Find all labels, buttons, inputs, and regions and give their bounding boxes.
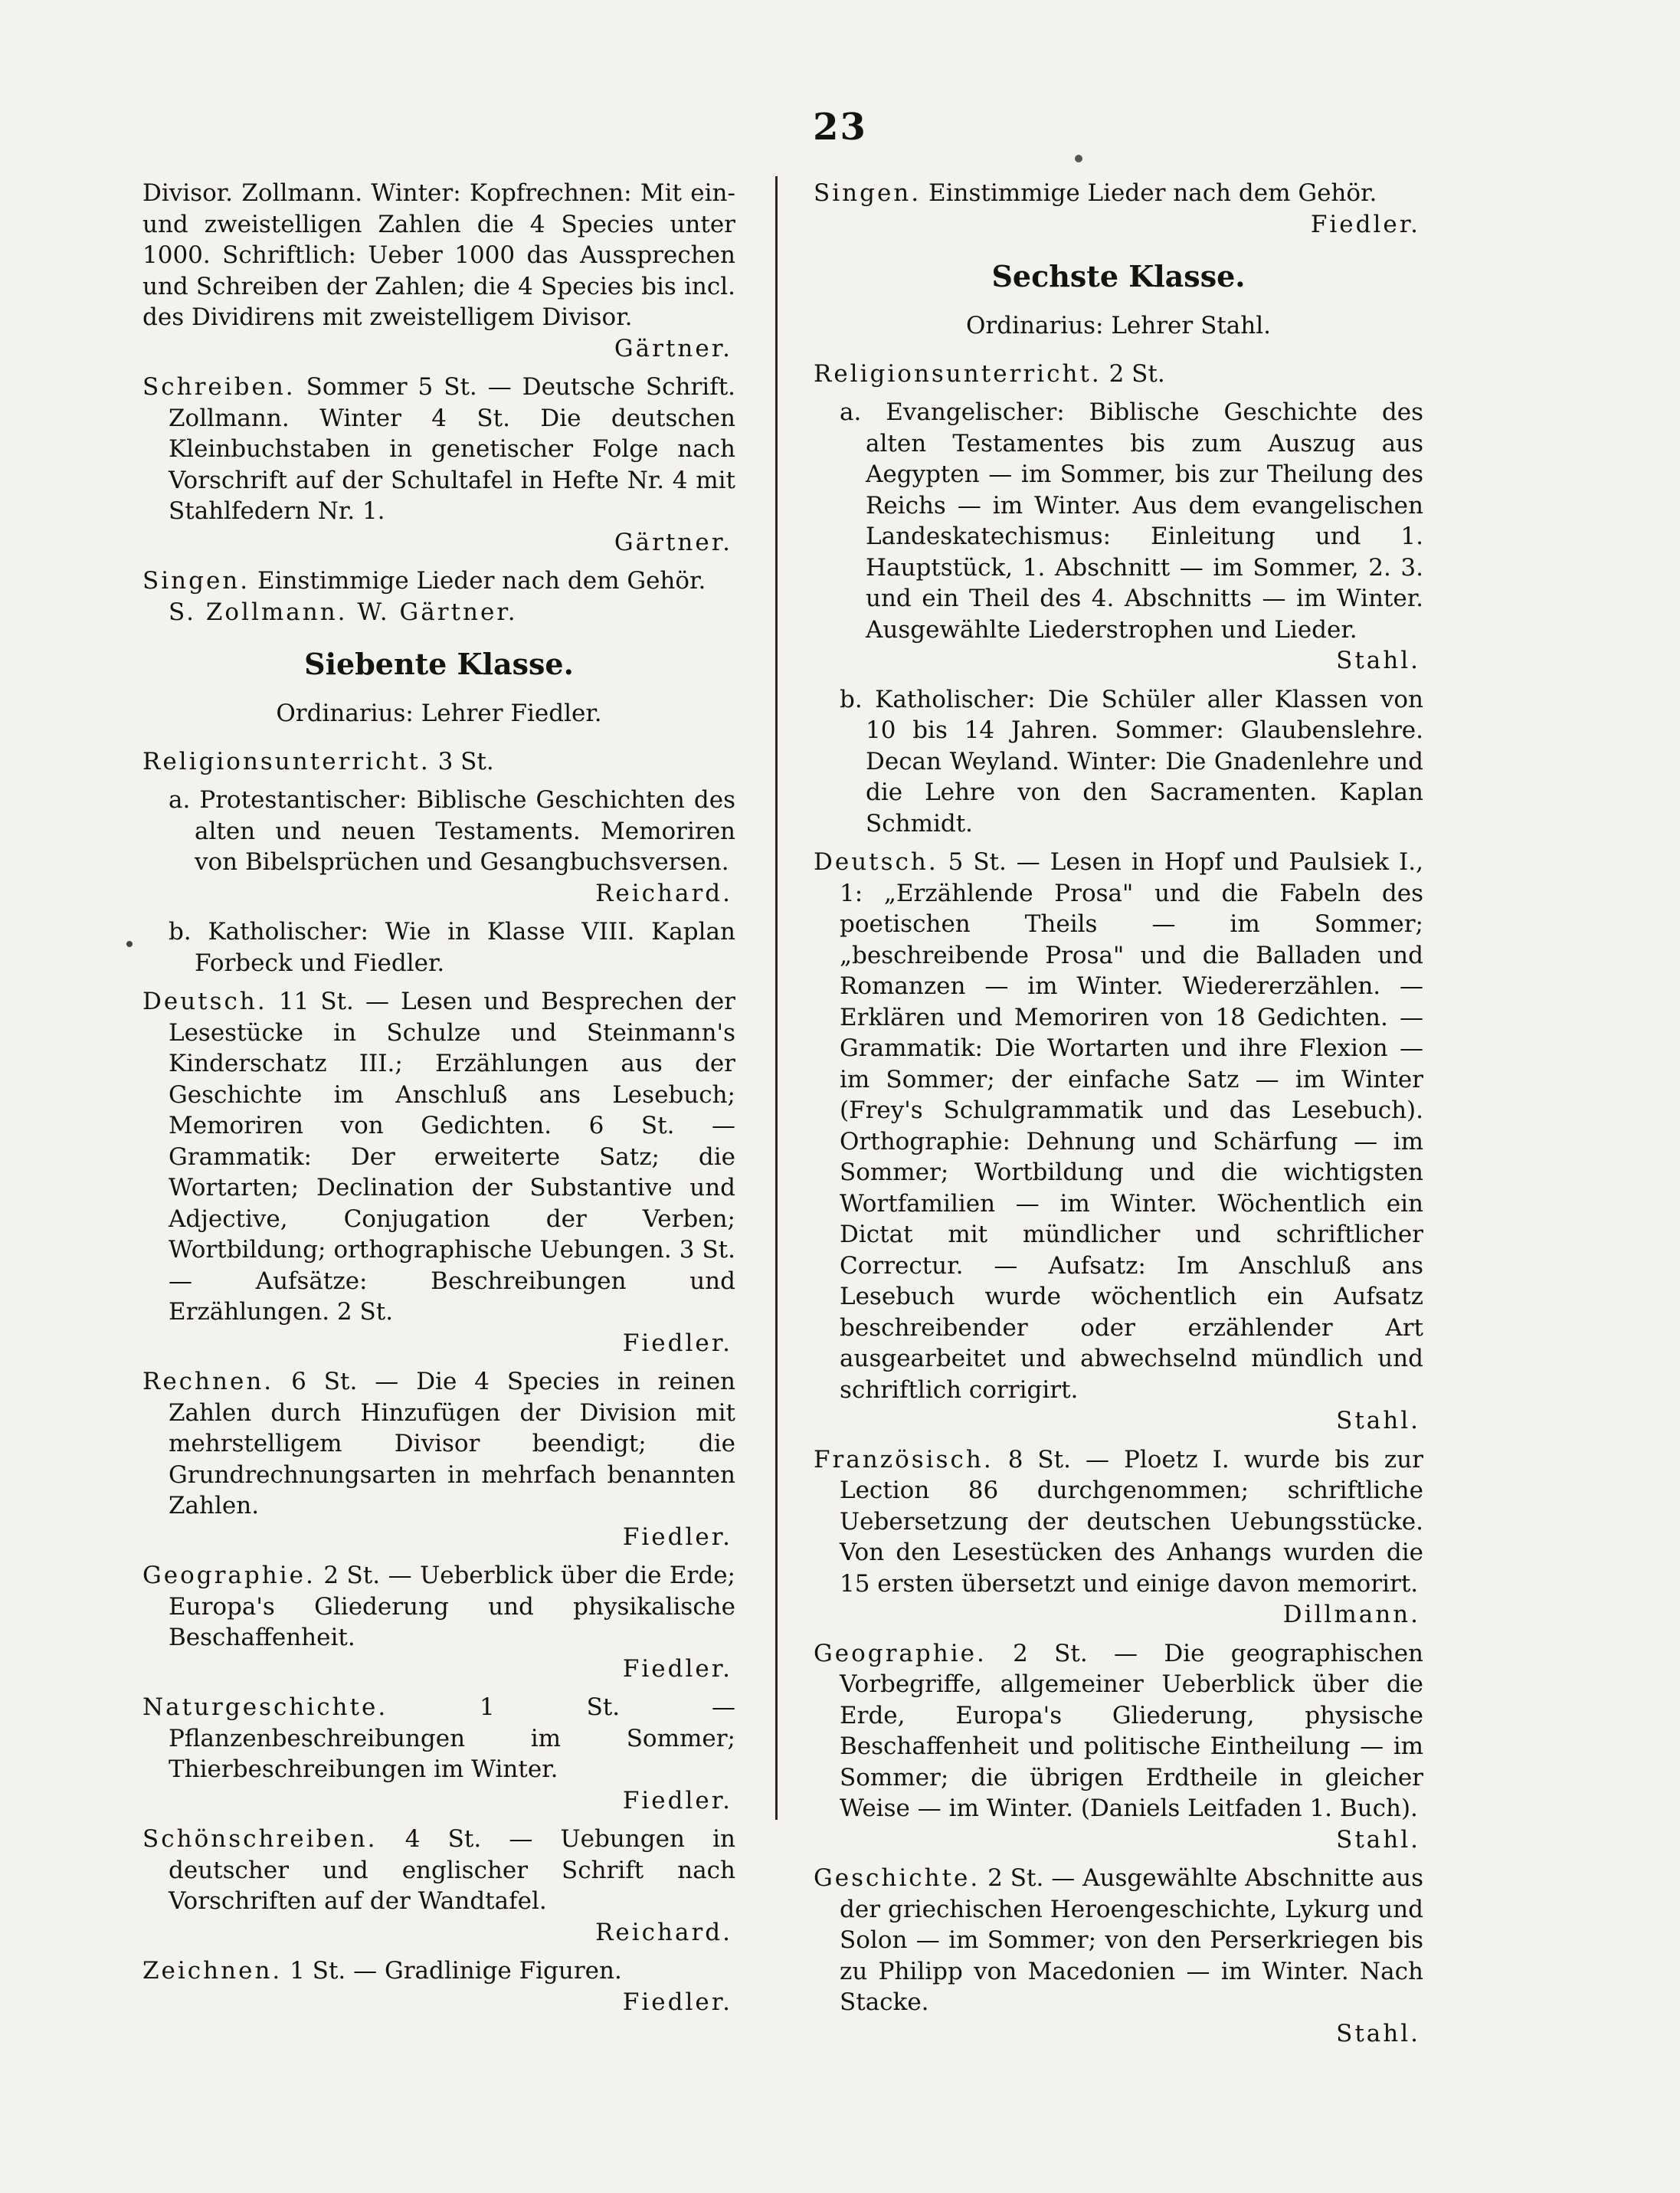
schoenschreiben-term: Schönschreiben. [142, 1825, 378, 1853]
ordinarius-sechste: Ordinarius: Lehrer Stahl. [966, 312, 1271, 339]
singen-term-right: Singen. [814, 179, 922, 207]
singen-entry [142, 565, 735, 628]
zeichnen-entry [142, 1955, 735, 2018]
religion-hours-right: 2 St. [1109, 359, 1165, 388]
rechnen-term: Rechnen. [142, 1368, 274, 1395]
franzoesisch-entry [814, 1444, 1423, 1631]
right-column [814, 178, 1423, 2057]
geschichte-teacher: Stahl. [1336, 2019, 1420, 2047]
rechnen-text: 6 St. — Die 4 Species in reinen Zahlen durch Hinzufügen der Division mit mehrstelligem Divisor beendigt; die Grundrechnungsarten in mehrfach benannten Zahlen. [169, 1368, 736, 1519]
deutsch-teacher-right: Stahl. [1336, 1407, 1420, 1434]
deutsch-term-right: Deutsch. [814, 848, 938, 876]
zeichnen-teacher: Fiedler. [622, 1988, 732, 2016]
deutsch-teacher: Fiedler. [622, 1329, 732, 1357]
column-divider [775, 176, 778, 1820]
zeichnen-term: Zeichnen. [142, 1957, 283, 1985]
geographie-entry-right [814, 1638, 1423, 1856]
religion-a-text-right: a. Evangelischer: Biblische Geschichte des alten Testamentes bis zum Auszug aus Aegypten — im Sommer, bis zur Theilung des Reichs — im Winter. Aus dem evangelischen Landeskatechismus: Einleitung und 1. Hauptstück, 1. Abschnitt — im Sommer, 2. 3. und ein Theil des 4. Abschnitts — im Winter. Ausgewählte Liederstrophen und Lieder. [840, 398, 1423, 644]
deutsch-text-right: 5 St. — Lesen in Hopf und Paulsiek I., 1: „Erzählende Prosa" und die Fabeln des poetischen Theils — im Sommer; „beschreibende Prosa" und die Balladen und Romanzen — im Winter. Wiedererzählen. — Erklären und Memoriren von 18 Gedichten. — Grammatik: Die Wortarten und ihre Flexion — im Sommer; der einfache Satz — im Winter (Frey's Schulgrammatik und das Lesebuch). Orthographie: Dehnung und Schärfung — im Sommer; Wortbildung und die wichtigsten Wortfamilien — im Winter. Wöchentlich ein Dictat mit mündlicher und schriftlicher Correctur. — Aufsatz: Im Anschluß ans Lesebuch wurde wöchentlich ein Aufsatz beschreibender oder erzählender Art ausgearbeitet und abwechselnd mündlich und schriftlich corrigirt. [840, 848, 1423, 1404]
religion-entry [142, 746, 735, 778]
intro-text: Divisor. Zollmann. Winter: Kopfrechnen: Mit ein- und zweistelligen Zahlen die 4 Species unter 1000. Schriftlich: Ueber 1000 das Aussprechen und Schreiben der Zahlen; die 4 Species bis incl. des Dividirens mit zweistelligem Divisor. [142, 179, 735, 331]
schreiben-term: Schreiben. [142, 373, 296, 401]
religion-a-right [814, 397, 1423, 677]
deutsch-text: 11 St. — Lesen und Besprechen der Lesestücke in Schulze und Steinmann's Kinderschatz III.; Erzählungen aus der Geschichte im Anschluß ans Lesebuch; Memoriren von Gedichten. 6 St. — Grammatik: Der erweiterte Satz; die Wortarten; Declination der Substantive und Adjective, Conjugation der Verben; Wortbildung; orthographische Uebungen. 3 St. — Aufsätze: Beschreibungen und Erzählungen. 2 St. [169, 988, 735, 1326]
rechnen-entry [142, 1366, 735, 1552]
class-title-siebente: Siebente Klasse. [304, 647, 574, 681]
religion-a-text: a. Protestantischer: Biblische Geschichten des alten und neuen Testaments. Memoriren von Bibelsprüchen und Gesangbuchsversen. [169, 786, 735, 876]
religion-a-teacher-right: Stahl. [1336, 647, 1420, 674]
schreiben-text: Sommer 5 St. — Deutsche Schrift. Zollmann. Winter 4 St. Die deutschen Kleinbuchstaben in genetischer Folge nach Vorschrift auf der Schultafel in Hefte Nr. 4 mit Stahlfedern Nr. 1. [169, 373, 736, 525]
naturgeschichte-teacher: Fiedler. [622, 1786, 732, 1814]
franzoesisch-term: Französisch. [814, 1445, 994, 1473]
naturgeschichte-term: Naturgeschichte. [142, 1693, 388, 1721]
religion-b-right [814, 684, 1423, 840]
religion-hours: 3 St. [437, 747, 494, 775]
geschichte-entry [814, 1863, 1423, 2049]
naturgeschichte-text: 1 St. — Pflanzenbeschreibungen im Sommer; Thierbeschreibungen im Winter. [169, 1693, 735, 1783]
religion-b-text-right: b. Katholischer: Die Schüler aller Klassen von 10 bis 14 Jahren. Sommer: Glaubenslehre. Decan Weyland. Winter: Die Gnadenlehre und die Lehre von den Sacramenten. Kaplan Schmidt. [840, 685, 1423, 838]
schoenschreiben-text: 4 St. — Uebungen in deutscher und englischer Schrift nach Vorschriften auf der Wandtafel. [169, 1825, 735, 1915]
geographie-entry [142, 1560, 735, 1684]
singen-teacher-right: Fiedler. [1310, 210, 1420, 238]
ordinarius-siebente: Ordinarius: Lehrer Fiedler. [276, 700, 602, 727]
left-column [142, 178, 735, 2025]
singen-text: Einstimmige Lieder nach dem Gehör. [257, 567, 706, 595]
intro-teacher: Gärtner. [614, 334, 732, 362]
page-number: 23 [813, 106, 867, 149]
religion-term-right: Religionsunterricht. [814, 359, 1102, 388]
geographie-text: 2 St. — Ueberblick über die Erde; Europa's Gliederung und physikalische Beschaffenheit. [169, 1562, 736, 1651]
deutsch-term: Deutsch. [142, 988, 267, 1015]
schoenschreiben-entry [142, 1824, 735, 1948]
rechnen-teacher: Fiedler. [622, 1523, 732, 1551]
religion-a-teacher: Reichard. [595, 879, 732, 907]
geographie-text-right: 2 St. — Die geographischen Vorbegriffe, allgemeiner Ueberblick über die Erde, Europa's Gliederung, physische Beschaffenheit und politische Eintheilung — im Sommer; die übrigen Erdtheile in gleicher Weise — im Winter. (Daniels Leitfaden 1. Buch). [840, 1639, 1424, 1822]
religion-term: Religionsunterricht. [142, 747, 431, 775]
religion-b [142, 916, 735, 978]
singen-text-right: Einstimmige Lieder nach dem Gehör. [928, 179, 1377, 207]
religion-entry-right [814, 359, 1423, 390]
singen-entry-right [814, 178, 1423, 240]
geographie-term-right: Geographie. [814, 1639, 987, 1667]
schoenschreiben-teacher: Reichard. [595, 1918, 732, 1946]
franzoesisch-text: 8 St. — Ploetz I. wurde bis zur Lection 86 durchgenommen; schriftliche Uebersetzung der deutschen Uebungsstücke. Von den Lesestücken des Anhangs wurden die 15 ersten übersetzt und einige davon memorirt. [840, 1445, 1423, 1598]
ink-dot [1075, 155, 1082, 162]
singen-term: Singen. [142, 567, 251, 595]
religion-b-text: b. Katholischer: Wie in Klasse VIII. Kaplan Forbeck und Fiedler. [169, 918, 735, 977]
class-title-sechste: Sechste Klasse. [991, 259, 1246, 293]
singen-teachers: S. Zollmann. W. Gärtner. [169, 598, 518, 626]
zeichnen-text: 1 St. — Gradlinige Figuren. [290, 1957, 622, 1985]
religion-a [142, 785, 735, 909]
franzoesisch-teacher: Dillmann. [1282, 1601, 1420, 1628]
geschichte-text: 2 St. — Ausgewählte Abschnitte aus der griechischen Heroengeschichte, Lykurg und Solon — im Sommer; von den Perserkriegen bis zu Philipp von Macedonien — im Winter. Nach Stacke. [840, 1864, 1424, 2016]
geographie-teacher-right: Stahl. [1336, 1825, 1420, 1854]
naturgeschichte-entry [142, 1692, 735, 1816]
geographie-teacher: Fiedler. [622, 1654, 732, 1683]
deutsch-entry-right [814, 847, 1423, 1437]
margin-mark [126, 941, 133, 947]
intro-paragraph [142, 178, 735, 364]
geographie-term: Geographie. [142, 1562, 316, 1589]
geschichte-term: Geschichte. [814, 1864, 981, 1892]
schreiben-teacher: Gärtner. [614, 528, 732, 556]
deutsch-entry [142, 986, 735, 1359]
schreiben-entry [142, 372, 735, 558]
